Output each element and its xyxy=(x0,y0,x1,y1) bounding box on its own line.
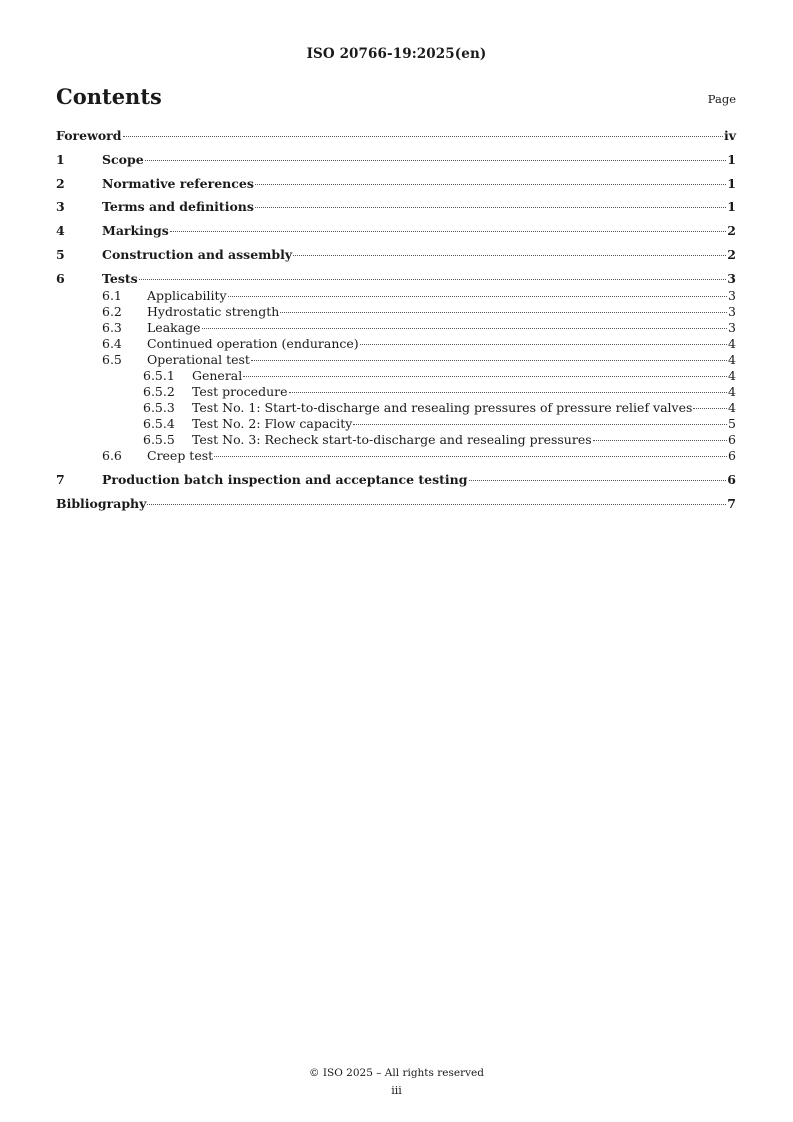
toc-entry[interactable] xyxy=(56,416,736,432)
toc-entry-page: 3 xyxy=(728,288,736,303)
toc-entry[interactable] xyxy=(56,199,736,215)
toc-entry-number: 3 xyxy=(56,199,65,214)
toc-entry-page: 7 xyxy=(727,496,736,511)
dot-leader xyxy=(123,136,723,137)
toc-entry-number: 6.1 xyxy=(102,288,122,303)
toc-entry-page: 6 xyxy=(728,432,736,447)
toc-entry-number: 6.5.3 xyxy=(143,400,175,415)
toc-entry-title: Production batch inspection and acceptance testing xyxy=(102,472,468,487)
toc-entry-title: Foreword xyxy=(56,128,122,143)
toc-entry-title: Test No. 1: Start-to-discharge and resealing pressures of pressure relief valves xyxy=(192,400,693,415)
toc-entry-number: 4 xyxy=(56,223,65,238)
dot-leader xyxy=(170,231,727,232)
toc-entry[interactable] xyxy=(56,304,736,320)
toc-entry-number: 7 xyxy=(56,472,65,487)
toc-entry[interactable] xyxy=(56,336,736,352)
toc-entry-title: Continued operation (endurance) xyxy=(147,336,359,351)
dot-leader xyxy=(251,360,727,361)
toc-entry-title: Test No. 3: Recheck start-to-discharge and resealing pressures xyxy=(192,432,592,447)
dot-leader xyxy=(693,408,727,409)
toc-entry-number: 6.4 xyxy=(102,336,122,351)
dot-leader xyxy=(255,184,726,185)
toc-entry[interactable] xyxy=(56,472,736,488)
toc-entry-number: 5 xyxy=(56,247,65,262)
toc-entry[interactable] xyxy=(56,128,736,144)
toc-entry-number: 6.5.2 xyxy=(143,384,175,399)
toc-entry-title: Normative references xyxy=(102,176,254,191)
toc-entry-number: 6.2 xyxy=(102,304,122,319)
page-column-label: Page xyxy=(707,92,736,106)
toc-entry-page: 4 xyxy=(728,384,736,399)
toc-entry-title: Terms and definitions xyxy=(102,199,254,214)
toc-entry-title: Creep test xyxy=(147,448,214,463)
dot-leader xyxy=(360,344,727,345)
toc-entry-title: Operational test xyxy=(147,352,250,367)
toc-entry[interactable] xyxy=(56,496,736,512)
toc-entry[interactable] xyxy=(56,448,736,464)
toc-entry-page: 6 xyxy=(728,448,736,463)
toc-entry-title: Hydrostatic strength xyxy=(147,304,280,319)
toc-entry-page: 5 xyxy=(728,416,736,431)
contents-title: Contents xyxy=(56,84,162,109)
dot-leader xyxy=(469,480,727,481)
dot-leader xyxy=(289,392,728,393)
toc-entry-title: Construction and assembly xyxy=(102,247,293,262)
dot-leader xyxy=(202,328,727,329)
dot-leader xyxy=(228,296,727,297)
toc-entry[interactable] xyxy=(56,176,736,192)
toc-entry[interactable] xyxy=(56,288,736,304)
toc-entry-page: 1 xyxy=(727,152,736,167)
toc-entry-page: 3 xyxy=(728,320,736,335)
toc-entry-title: General xyxy=(192,368,243,383)
toc-entry[interactable] xyxy=(56,152,736,168)
toc-entry-title: Markings xyxy=(102,223,169,238)
dot-leader xyxy=(147,504,726,505)
toc-entry-title: Tests xyxy=(102,271,138,286)
toc-entry[interactable] xyxy=(56,432,736,448)
toc-entry-page: 3 xyxy=(727,271,736,286)
toc-entry[interactable] xyxy=(56,352,736,368)
dot-leader xyxy=(280,312,727,313)
toc-entry[interactable] xyxy=(56,247,736,263)
toc-entry[interactable] xyxy=(56,271,736,287)
toc-entry-number: 6 xyxy=(56,271,65,286)
toc-entry[interactable] xyxy=(56,400,736,416)
toc-entry-title: Applicability xyxy=(147,288,227,303)
toc-entry-number: 6.5.4 xyxy=(143,416,175,431)
toc-entry-page: 2 xyxy=(727,223,736,238)
toc-entry[interactable] xyxy=(56,320,736,336)
toc-entry-number: 6.6 xyxy=(102,448,122,463)
toc-entry-page: 6 xyxy=(727,472,736,487)
document-header: ISO 20766-19:2025(en) xyxy=(306,46,487,62)
toc-entry-number: 2 xyxy=(56,176,65,191)
contents-heading-row xyxy=(56,84,736,114)
toc-entry[interactable] xyxy=(56,223,736,239)
dot-leader xyxy=(593,440,727,441)
toc-entry[interactable] xyxy=(56,384,736,400)
footer-copyright: © ISO 2025 – All rights reserved xyxy=(309,1067,484,1079)
dot-leader xyxy=(293,255,726,256)
toc-entry-title: Test No. 2: Flow capacity xyxy=(192,416,353,431)
toc-entry-number: 1 xyxy=(56,152,65,167)
toc-entry[interactable] xyxy=(56,368,736,384)
toc-entry-page: 3 xyxy=(728,304,736,319)
dot-leader xyxy=(255,207,726,208)
dot-leader xyxy=(214,456,727,457)
toc-entry-title: Leakage xyxy=(147,320,201,335)
toc-entry-title: Bibliography xyxy=(56,496,147,511)
dot-leader xyxy=(139,279,727,280)
toc-entry-page: iv xyxy=(723,128,736,143)
footer-page-number: iii xyxy=(391,1084,402,1097)
dot-leader xyxy=(243,376,727,377)
toc-entry-page: 4 xyxy=(728,400,736,415)
toc-entry-number: 6.5 xyxy=(102,352,122,367)
toc-entry-page: 2 xyxy=(727,247,736,262)
dot-leader xyxy=(353,424,727,425)
toc-entry-page: 4 xyxy=(728,352,736,367)
toc-entry-number: 6.5.5 xyxy=(143,432,175,447)
toc-entry-number: 6.5.1 xyxy=(143,368,175,383)
toc-entry-number: 6.3 xyxy=(102,320,122,335)
toc-entry-page: 4 xyxy=(728,336,736,351)
toc-entry-title: Test procedure xyxy=(192,384,288,399)
toc-entry-page: 1 xyxy=(727,176,736,191)
toc-entry-title: Scope xyxy=(102,152,144,167)
dot-leader xyxy=(145,160,727,161)
toc-entry-page: 1 xyxy=(727,199,736,214)
toc-entry-page: 4 xyxy=(728,368,736,383)
